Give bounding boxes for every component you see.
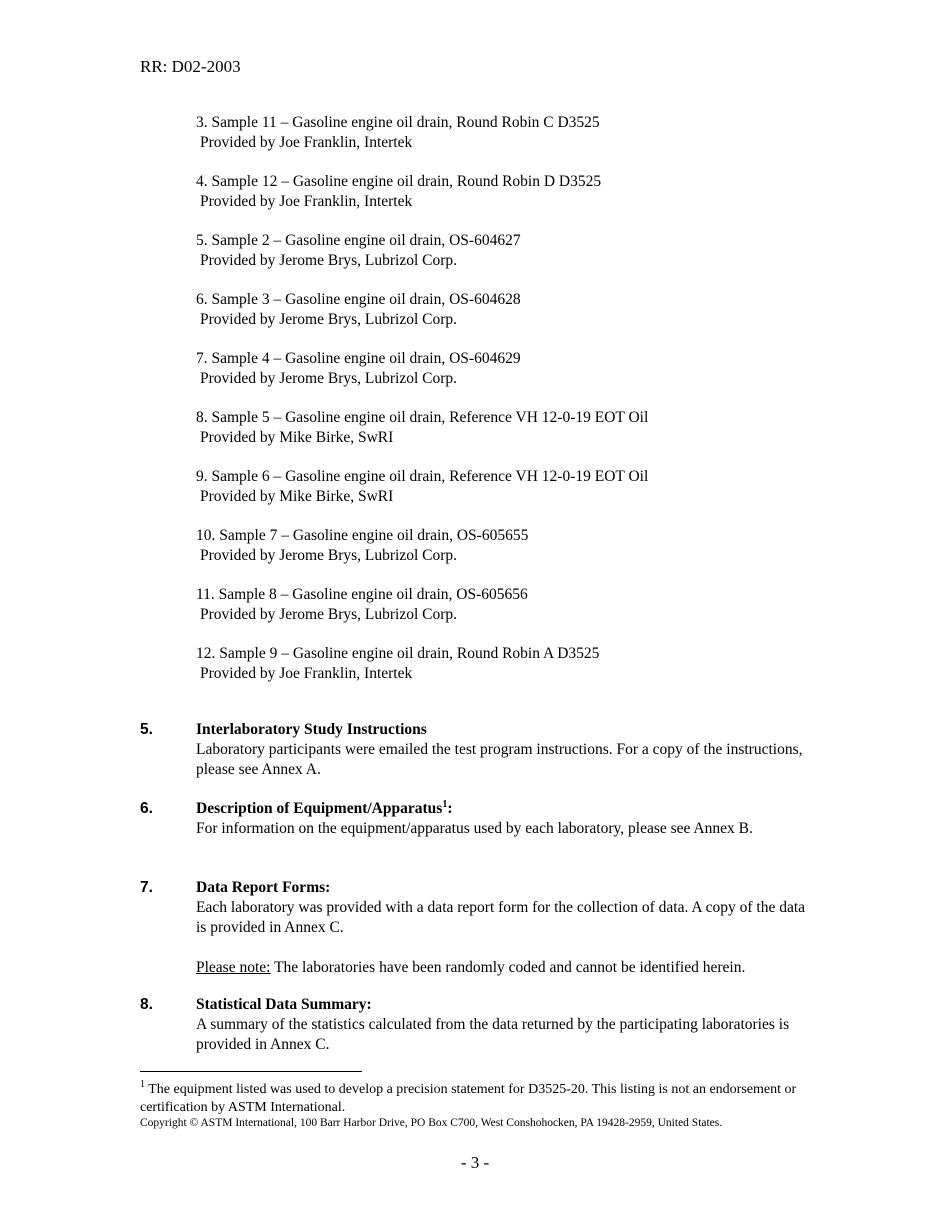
sample-provider: Provided by Jerome Brys, Lubrizol Corp. [200, 547, 458, 564]
section-title: Interlaboratory Study Instructions [196, 721, 427, 738]
footnote-marker: 1 [140, 1079, 145, 1090]
section-title [196, 799, 810, 819]
note-text: The laboratories have been randomly coded and cannot be identified herein. [270, 959, 746, 976]
section-title-text: Description of Equipment/Apparatus [196, 800, 443, 817]
sample-provider: Provided by Jerome Brys, Lubrizol Corp. [200, 606, 458, 623]
sample-line: 7. Sample 4 – Gasoline engine oil drain, OS-604629 [196, 350, 521, 367]
sample-provider: Provided by Joe Franklin, Intertek [200, 134, 413, 151]
footnote-text: The equipment listed was used to develop a precision statement for D3525-20. This listing is not an endorsement or certification by ASTM International. [140, 1082, 797, 1115]
sample-item [196, 585, 648, 625]
section-text: Each laboratory was provided with a data report form for the collection of data. A copy of the data is provided in Annex C. [196, 899, 806, 936]
sample-item [196, 290, 648, 330]
section-number: 6. [140, 800, 153, 817]
sample-item [196, 172, 648, 212]
section-title: Statistical Data Summary: [196, 996, 372, 1013]
sample-item [196, 408, 648, 448]
sample-line: 5. Sample 2 – Gasoline engine oil drain, OS-604627 [196, 232, 521, 249]
sample-item [196, 526, 648, 566]
sample-item [196, 349, 648, 389]
note-paragraph [196, 958, 810, 978]
sample-provider: Provided by Joe Franklin, Intertek [200, 665, 413, 682]
sample-line: 10. Sample 7 – Gasoline engine oil drain, OS-605655 [196, 527, 529, 544]
sample-item [196, 467, 648, 507]
section-8-statistical-summary [140, 995, 810, 1055]
sample-item [196, 231, 648, 271]
sample-line: 11. Sample 8 – Gasoline engine oil drain, OS-605656 [196, 586, 528, 603]
footnote-separator [140, 1071, 362, 1072]
sample-provider: Provided by Mike Birke, SwRI [200, 488, 394, 505]
section-text: Laboratory participants were emailed the test program instructions. For a copy of the instructions, please see Annex A. [196, 741, 803, 778]
sample-line: 6. Sample 3 – Gasoline engine oil drain, OS-604628 [196, 291, 521, 308]
page-number: - 3 - [460, 1153, 490, 1172]
sample-list [196, 113, 648, 703]
section-number: 5. [140, 721, 153, 738]
report-id-header: RR: D02-2003 [140, 57, 241, 76]
note-label: Please note: [196, 959, 271, 976]
section-text: A summary of the statistics calculated from the data returned by the participating laboratories is provided in Annex C. [196, 1016, 790, 1053]
sample-provider: Provided by Jerome Brys, Lubrizol Corp. [200, 370, 458, 387]
section-5-instructions [140, 720, 810, 780]
footnote-ref[interactable]: 1 [442, 799, 448, 810]
sample-line: 9. Sample 6 – Gasoline engine oil drain, Reference VH 12-0-19 EOT Oil [196, 468, 649, 485]
section-title-suffix: : [447, 800, 453, 817]
section-title: Data Report Forms: [196, 879, 331, 896]
section-text: For information on the equipment/apparatus used by each laboratory, please see Annex B. [196, 820, 753, 837]
copyright-line: Copyright © ASTM International, 100 Barr Harbor Drive, PO Box C700, West Conshohocken, PA 19428-2959, United States. [140, 1117, 723, 1129]
sample-line: 4. Sample 12 – Gasoline engine oil drain, Round Robin D D3525 [196, 173, 602, 190]
sample-line: 3. Sample 11 – Gasoline engine oil drain, Round Robin C D3525 [196, 114, 600, 131]
section-number: 7. [140, 879, 153, 896]
sample-provider: Provided by Joe Franklin, Intertek [200, 193, 413, 210]
sample-line: 12. Sample 9 – Gasoline engine oil drain, Round Robin A D3525 [196, 645, 600, 662]
sample-provider: Provided by Jerome Brys, Lubrizol Corp. [200, 252, 458, 269]
sample-item [196, 644, 648, 684]
section-6-equipment [140, 799, 810, 839]
sample-item [196, 113, 648, 153]
sample-provider: Provided by Mike Birke, SwRI [200, 429, 394, 446]
sample-line: 8. Sample 5 – Gasoline engine oil drain, Reference VH 12-0-19 EOT Oil [196, 409, 649, 426]
section-7-data-report-forms [140, 878, 810, 978]
footnote [140, 1081, 800, 1117]
section-number: 8. [140, 996, 153, 1013]
sample-provider: Provided by Jerome Brys, Lubrizol Corp. [200, 311, 458, 328]
